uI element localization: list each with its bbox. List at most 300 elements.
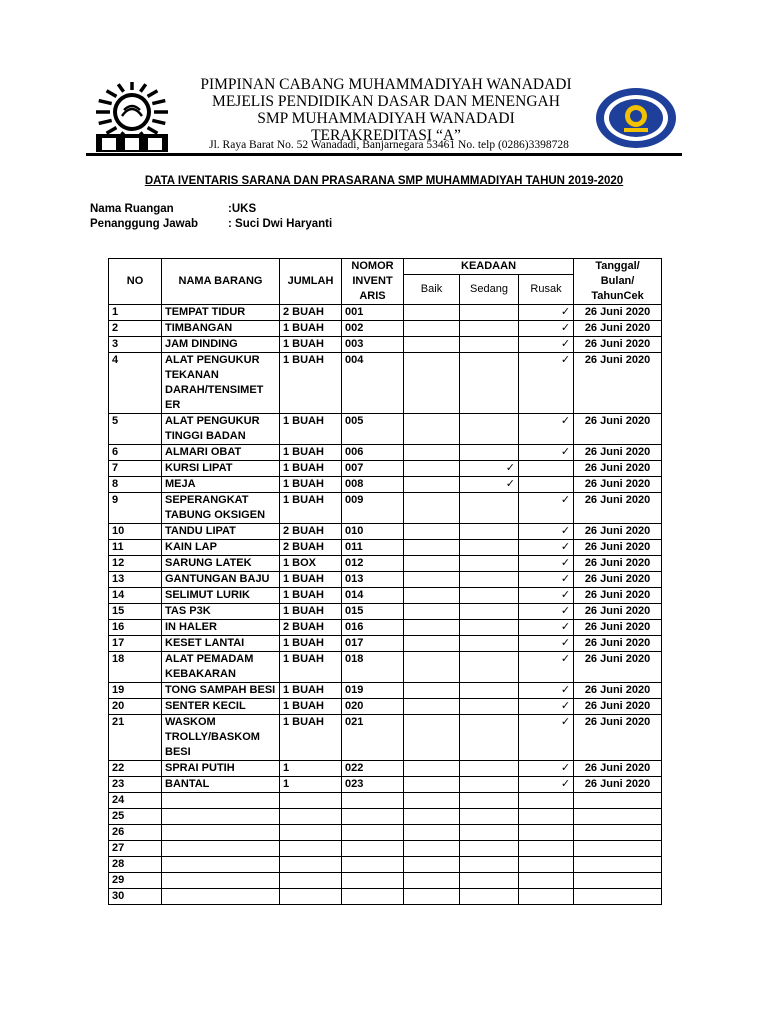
cell-nomor: [342, 857, 404, 873]
cell-sedang: [460, 683, 519, 699]
check-mark-icon: ✓: [560, 653, 571, 665]
cell-baik: [404, 857, 460, 873]
cell-rusak: [519, 477, 574, 493]
check-mark-icon: ✓: [560, 557, 571, 569]
cell-tanggal: [574, 873, 662, 889]
cell-baik: [404, 337, 460, 353]
cell-nama-barang: SPRAI PUTIH: [162, 761, 280, 777]
cell-jumlah: [280, 825, 342, 841]
cell-no: 27: [109, 841, 162, 857]
cell-nama-barang: ALAT PEMADAM KEBAKARAN: [162, 652, 280, 683]
cell-sedang: [460, 493, 519, 524]
header-nomor-inventaris: NOMOR INVENT ARIS: [342, 259, 404, 305]
cell-jumlah: 1 BUAH: [280, 445, 342, 461]
check-mark-icon: ✓: [560, 338, 571, 350]
cell-jumlah: 1 BUAH: [280, 699, 342, 715]
cell-baik: [404, 493, 460, 524]
cell-nama-barang: ALAT PENGUKUR TEKANAN DARAH/TENSIMET ER: [162, 353, 280, 414]
cell-no: 7: [109, 461, 162, 477]
cell-nomor: 016: [342, 620, 404, 636]
heading-line-1: PIMPINAN CABANG MUHAMMADIYAH WANADADI: [200, 76, 572, 93]
cell-rusak: [519, 588, 574, 604]
table-row: [109, 841, 662, 857]
cell-nomor: 022: [342, 761, 404, 777]
cell-jumlah: 1 BUAH: [280, 683, 342, 699]
table-row: [109, 556, 662, 572]
cell-no: 13: [109, 572, 162, 588]
check-mark-icon: ✓: [560, 525, 571, 537]
school-address: Jl. Raya Barat No. 52 Wanadadi, Banjarnegara 53461 No. telp (0286)3398728: [209, 139, 569, 151]
cell-jumlah: 1 BUAH: [280, 493, 342, 524]
cell-tanggal: 26 Juni 2020: [574, 777, 662, 793]
cell-nama-barang: KAIN LAP: [162, 540, 280, 556]
cell-sedang: [460, 604, 519, 620]
cell-baik: [404, 809, 460, 825]
cell-rusak: [519, 889, 574, 905]
cell-jumlah: 1: [280, 777, 342, 793]
cell-baik: [404, 540, 460, 556]
institution-heading: [186, 76, 586, 144]
cell-baik: [404, 572, 460, 588]
cell-tanggal: [574, 841, 662, 857]
cell-nomor: 006: [342, 445, 404, 461]
cell-jumlah: 1 BUAH: [280, 321, 342, 337]
cell-nama-barang: [162, 889, 280, 905]
cell-nomor: 003: [342, 337, 404, 353]
table-row: [109, 889, 662, 905]
cell-nomor: 020: [342, 699, 404, 715]
check-mark-icon: ✓: [560, 605, 571, 617]
cell-sedang: [460, 699, 519, 715]
header-divider: [86, 153, 682, 156]
cell-jumlah: 1 BOX: [280, 556, 342, 572]
cell-nama-barang: [162, 873, 280, 889]
cell-tanggal: 26 Juni 2020: [574, 524, 662, 540]
cell-tanggal: 26 Juni 2020: [574, 337, 662, 353]
cell-rusak: [519, 445, 574, 461]
cell-rusak: [519, 809, 574, 825]
cell-jumlah: 2 BUAH: [280, 305, 342, 321]
cell-nomor: 008: [342, 477, 404, 493]
cell-sedang: [460, 445, 519, 461]
cell-jumlah: 1 BUAH: [280, 652, 342, 683]
header-baik: Baik: [404, 275, 460, 305]
table-row: [109, 699, 662, 715]
cell-baik: [404, 652, 460, 683]
cell-no: 21: [109, 715, 162, 761]
cell-tanggal: 26 Juni 2020: [574, 493, 662, 524]
table-row: [109, 604, 662, 620]
heading-line-3: SMP MUHAMMADIYAH WANADADI: [257, 110, 515, 127]
cell-baik: [404, 841, 460, 857]
cell-tanggal: 26 Juni 2020: [574, 540, 662, 556]
cell-nomor: 011: [342, 540, 404, 556]
cell-sedang: [460, 636, 519, 652]
cell-nomor: 017: [342, 636, 404, 652]
cell-rusak: [519, 556, 574, 572]
cell-sedang: [460, 841, 519, 857]
cell-nama-barang: IN HALER: [162, 620, 280, 636]
cell-rusak: [519, 652, 574, 683]
table-row: [109, 305, 662, 321]
check-mark-icon: ✓: [505, 462, 515, 474]
cell-tanggal: 26 Juni 2020: [574, 761, 662, 777]
cell-nomor: [342, 809, 404, 825]
cell-nama-barang: SARUNG LATEK: [162, 556, 280, 572]
cell-rusak: [519, 825, 574, 841]
table-row: [109, 777, 662, 793]
cell-rusak: [519, 699, 574, 715]
table-row: [109, 857, 662, 873]
cell-nomor: 002: [342, 321, 404, 337]
header-sedang: Sedang: [460, 275, 519, 305]
cell-jumlah: 1 BUAH: [280, 588, 342, 604]
cell-sedang: [460, 572, 519, 588]
check-mark-icon: ✓: [560, 700, 571, 712]
cell-baik: [404, 588, 460, 604]
check-mark-icon: ✓: [560, 446, 571, 458]
cell-no: 26: [109, 825, 162, 841]
table-row: [109, 761, 662, 777]
room-label: Nama Ruangan: [90, 203, 174, 215]
cell-no: 5: [109, 414, 162, 445]
cell-sedang: [460, 809, 519, 825]
cell-tanggal: 26 Juni 2020: [574, 572, 662, 588]
cell-baik: [404, 620, 460, 636]
cell-no: 1: [109, 305, 162, 321]
cell-nama-barang: MEJA: [162, 477, 280, 493]
cell-rusak: [519, 524, 574, 540]
heading-line-2: MEJELIS PENDIDIKAN DASAR DAN MENENGAH: [212, 93, 560, 110]
cell-sedang: [460, 540, 519, 556]
cell-sedang: [460, 873, 519, 889]
cell-no: 14: [109, 588, 162, 604]
header-jumlah: JUMLAH: [280, 259, 342, 305]
cell-nama-barang: TEMPAT TIDUR: [162, 305, 280, 321]
cell-jumlah: 1 BUAH: [280, 604, 342, 620]
cell-jumlah: 1 BUAH: [280, 715, 342, 761]
cell-no: 10: [109, 524, 162, 540]
cell-jumlah: 1: [280, 761, 342, 777]
header-nama-barang: NAMA BARANG: [162, 259, 280, 305]
school-seal-logo-icon: [594, 86, 678, 150]
check-mark-icon: ✓: [560, 541, 571, 553]
cell-nomor: 004: [342, 353, 404, 414]
table-row: [109, 414, 662, 445]
cell-jumlah: [280, 873, 342, 889]
cell-tanggal: [574, 825, 662, 841]
cell-no: 28: [109, 857, 162, 873]
cell-no: 3: [109, 337, 162, 353]
cell-sedang: [460, 857, 519, 873]
check-mark-icon: ✓: [560, 716, 571, 728]
check-mark-icon: ✓: [505, 478, 515, 490]
cell-tanggal: 26 Juni 2020: [574, 636, 662, 652]
table-row: [109, 683, 662, 699]
cell-rusak: [519, 793, 574, 809]
cell-nomor: 019: [342, 683, 404, 699]
cell-baik: [404, 353, 460, 414]
cell-sedang: [460, 353, 519, 414]
cell-jumlah: [280, 889, 342, 905]
cell-nama-barang: SENTER KECIL: [162, 699, 280, 715]
cell-baik: [404, 825, 460, 841]
check-mark-icon: ✓: [560, 306, 571, 318]
muhammadiyah-sun-logo-icon: [90, 76, 174, 154]
header-tanggal: Tanggal/ Bulan/ TahunCek: [574, 259, 662, 305]
cell-rusak: [519, 841, 574, 857]
cell-tanggal: 26 Juni 2020: [574, 604, 662, 620]
cell-sedang: [460, 321, 519, 337]
cell-baik: [404, 445, 460, 461]
cell-nama-barang: TAS P3K: [162, 604, 280, 620]
cell-tanggal: 26 Juni 2020: [574, 715, 662, 761]
cell-rusak: [519, 620, 574, 636]
table-row: [109, 493, 662, 524]
cell-nomor: 005: [342, 414, 404, 445]
cell-nama-barang: KESET LANTAI: [162, 636, 280, 652]
pic-label: Penanggung Jawab: [90, 218, 198, 230]
cell-nomor: 012: [342, 556, 404, 572]
cell-sedang: [460, 825, 519, 841]
cell-rusak: [519, 857, 574, 873]
check-mark-icon: ✓: [560, 684, 571, 696]
table-row: [109, 445, 662, 461]
cell-sedang: [460, 305, 519, 321]
check-mark-icon: ✓: [560, 778, 571, 790]
cell-nama-barang: [162, 825, 280, 841]
cell-nama-barang: TANDU LIPAT: [162, 524, 280, 540]
cell-rusak: [519, 321, 574, 337]
cell-jumlah: 1 BUAH: [280, 461, 342, 477]
cell-baik: [404, 321, 460, 337]
cell-baik: [404, 604, 460, 620]
cell-rusak: [519, 873, 574, 889]
cell-tanggal: [574, 809, 662, 825]
cell-baik: [404, 414, 460, 445]
table-row: [109, 715, 662, 761]
cell-sedang: [460, 477, 519, 493]
table-row: [109, 873, 662, 889]
cell-tanggal: 26 Juni 2020: [574, 699, 662, 715]
pic-value: : Suci Dwi Haryanti: [228, 218, 333, 230]
cell-jumlah: [280, 841, 342, 857]
cell-jumlah: 1 BUAH: [280, 414, 342, 445]
cell-tanggal: 26 Juni 2020: [574, 588, 662, 604]
cell-tanggal: 26 Juni 2020: [574, 321, 662, 337]
cell-no: 25: [109, 809, 162, 825]
cell-jumlah: 1 BUAH: [280, 337, 342, 353]
cell-sedang: [460, 652, 519, 683]
table-row: [109, 540, 662, 556]
cell-no: 2: [109, 321, 162, 337]
cell-baik: [404, 793, 460, 809]
cell-rusak: [519, 761, 574, 777]
cell-nama-barang: [162, 841, 280, 857]
check-mark-icon: ✓: [560, 589, 571, 601]
cell-no: 19: [109, 683, 162, 699]
cell-rusak: [519, 414, 574, 445]
cell-tanggal: 26 Juni 2020: [574, 461, 662, 477]
cell-baik: [404, 715, 460, 761]
header-rusak: Rusak: [519, 275, 574, 305]
cell-baik: [404, 305, 460, 321]
cell-rusak: [519, 715, 574, 761]
cell-nomor: 014: [342, 588, 404, 604]
cell-tanggal: 26 Juni 2020: [574, 445, 662, 461]
cell-rusak: [519, 777, 574, 793]
check-mark-icon: ✓: [560, 415, 571, 427]
heading-line-4: TERAKREDITASI “A”: [311, 127, 461, 144]
table-row: [109, 337, 662, 353]
cell-baik: [404, 683, 460, 699]
check-mark-icon: ✓: [560, 494, 571, 506]
cell-nama-barang: [162, 809, 280, 825]
cell-rusak: [519, 353, 574, 414]
cell-jumlah: 2 BUAH: [280, 620, 342, 636]
cell-nomor: 009: [342, 493, 404, 524]
cell-jumlah: 1 BUAH: [280, 572, 342, 588]
cell-no: 18: [109, 652, 162, 683]
cell-baik: [404, 477, 460, 493]
cell-nomor: [342, 889, 404, 905]
table-row: [109, 572, 662, 588]
cell-nomor: 015: [342, 604, 404, 620]
cell-sedang: [460, 889, 519, 905]
cell-tanggal: 26 Juni 2020: [574, 652, 662, 683]
cell-nomor: 013: [342, 572, 404, 588]
cell-sedang: [460, 588, 519, 604]
table-row: [109, 461, 662, 477]
cell-no: 22: [109, 761, 162, 777]
cell-nama-barang: SELIMUT LURIK: [162, 588, 280, 604]
cell-jumlah: [280, 809, 342, 825]
cell-baik: [404, 524, 460, 540]
cell-tanggal: 26 Juni 2020: [574, 683, 662, 699]
cell-sedang: [460, 761, 519, 777]
document-title: DATA IVENTARIS SARANA DAN PRASARANA SMP MUHAMMADIYAH TAHUN 2019-2020: [144, 175, 624, 187]
cell-jumlah: 1 BUAH: [280, 353, 342, 414]
cell-tanggal: [574, 857, 662, 873]
cell-tanggal: 26 Juni 2020: [574, 353, 662, 414]
cell-no: 24: [109, 793, 162, 809]
cell-baik: [404, 556, 460, 572]
cell-rusak: [519, 540, 574, 556]
cell-nama-barang: KURSI LIPAT: [162, 461, 280, 477]
cell-rusak: [519, 636, 574, 652]
cell-rusak: [519, 572, 574, 588]
cell-rusak: [519, 337, 574, 353]
cell-jumlah: [280, 857, 342, 873]
cell-nomor: 018: [342, 652, 404, 683]
cell-sedang: [460, 777, 519, 793]
table-row: [109, 524, 662, 540]
cell-nama-barang: BANTAL: [162, 777, 280, 793]
cell-nama-barang: WASKOM TROLLY/BASKOM BESI: [162, 715, 280, 761]
cell-no: 12: [109, 556, 162, 572]
inventory-table: [108, 258, 662, 905]
cell-rusak: [519, 305, 574, 321]
cell-sedang: [460, 793, 519, 809]
cell-no: 30: [109, 889, 162, 905]
table-row: [109, 588, 662, 604]
cell-nama-barang: TIMBANGAN: [162, 321, 280, 337]
cell-rusak: [519, 683, 574, 699]
table-row: [109, 321, 662, 337]
letterhead: [86, 72, 682, 158]
cell-nomor: [342, 793, 404, 809]
cell-jumlah: 2 BUAH: [280, 524, 342, 540]
cell-no: 23: [109, 777, 162, 793]
cell-nama-barang: [162, 793, 280, 809]
cell-nama-barang: SEPERANGKAT TABUNG OKSIGEN: [162, 493, 280, 524]
cell-no: 20: [109, 699, 162, 715]
cell-baik: [404, 777, 460, 793]
cell-sedang: [460, 556, 519, 572]
cell-nomor: 021: [342, 715, 404, 761]
cell-rusak: [519, 461, 574, 477]
check-mark-icon: ✓: [560, 322, 571, 334]
cell-no: 17: [109, 636, 162, 652]
check-mark-icon: ✓: [560, 354, 571, 366]
cell-tanggal: [574, 889, 662, 905]
cell-no: 8: [109, 477, 162, 493]
cell-nomor: [342, 825, 404, 841]
cell-rusak: [519, 604, 574, 620]
check-mark-icon: ✓: [560, 621, 571, 633]
cell-nomor: [342, 873, 404, 889]
cell-no: 29: [109, 873, 162, 889]
cell-nama-barang: [162, 857, 280, 873]
table-row: [109, 825, 662, 841]
cell-nomor: 023: [342, 777, 404, 793]
cell-baik: [404, 461, 460, 477]
cell-sedang: [460, 715, 519, 761]
cell-nomor: 007: [342, 461, 404, 477]
cell-tanggal: 26 Juni 2020: [574, 305, 662, 321]
table-row: [109, 620, 662, 636]
cell-no: 16: [109, 620, 162, 636]
cell-sedang: [460, 620, 519, 636]
cell-sedang: [460, 524, 519, 540]
table-row: [109, 353, 662, 414]
cell-sedang: [460, 414, 519, 445]
cell-no: 9: [109, 493, 162, 524]
cell-nomor: 001: [342, 305, 404, 321]
cell-baik: [404, 761, 460, 777]
cell-no: 15: [109, 604, 162, 620]
header-keadaan: KEADAAN: [404, 259, 574, 275]
cell-nama-barang: ALAT PENGUKUR TINGGI BADAN: [162, 414, 280, 445]
cell-baik: [404, 873, 460, 889]
cell-tanggal: 26 Juni 2020: [574, 556, 662, 572]
cell-tanggal: 26 Juni 2020: [574, 477, 662, 493]
cell-tanggal: [574, 793, 662, 809]
cell-no: 11: [109, 540, 162, 556]
cell-nama-barang: GANTUNGAN BAJU: [162, 572, 280, 588]
cell-nama-barang: JAM DINDING: [162, 337, 280, 353]
cell-sedang: [460, 337, 519, 353]
cell-baik: [404, 636, 460, 652]
cell-baik: [404, 699, 460, 715]
cell-nama-barang: ALMARI OBAT: [162, 445, 280, 461]
cell-nomor: [342, 841, 404, 857]
table-row: [109, 636, 662, 652]
header-no: NO: [109, 259, 162, 305]
check-mark-icon: ✓: [560, 573, 571, 585]
room-value: :UKS: [228, 203, 257, 215]
cell-jumlah: 1 BUAH: [280, 636, 342, 652]
